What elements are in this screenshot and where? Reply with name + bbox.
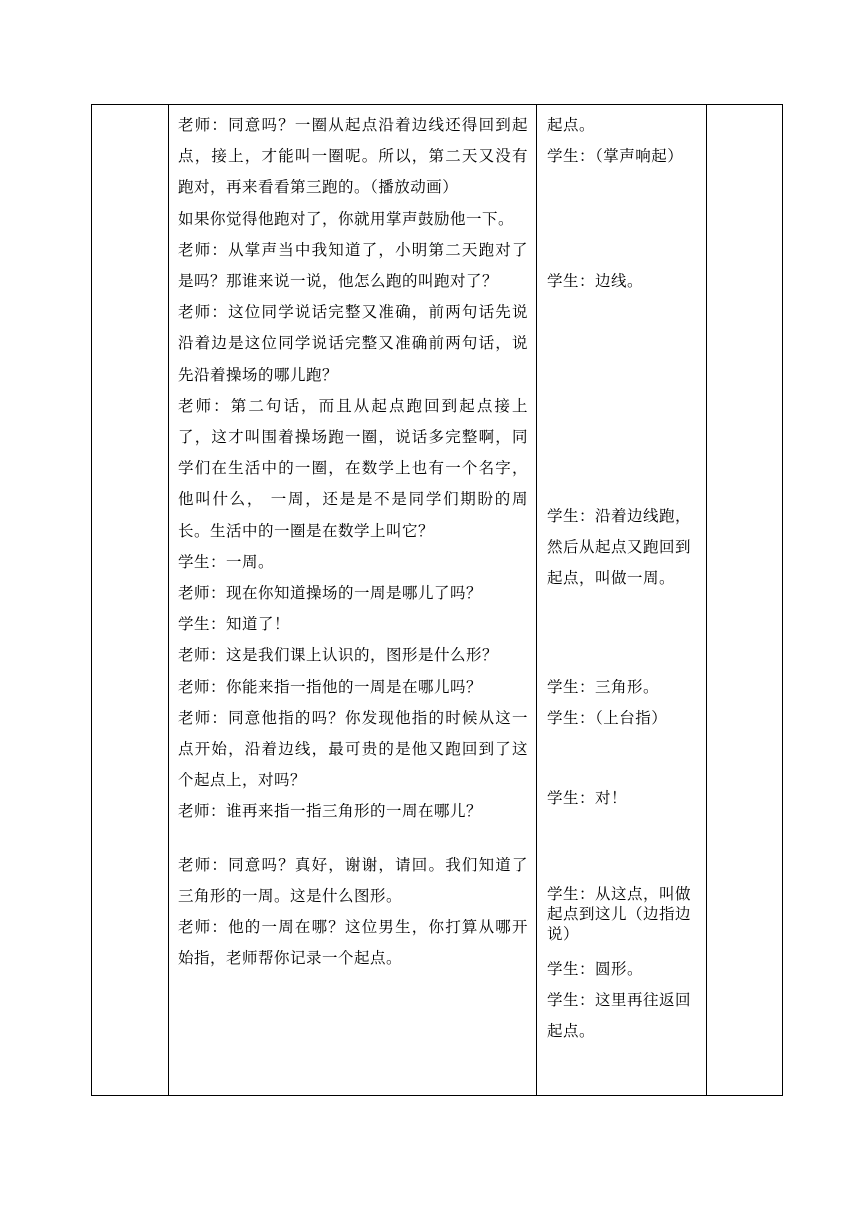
dialogue-line: 学生：一周。 [178,552,275,571]
student-response: 学生：从这点，叫做起点到这儿（边指边说） [547,885,692,943]
dialogue-line: 如果你觉得他跑对了，你就用掌声鼓励他一下。 [178,209,515,228]
column-divider-1 [168,105,169,1095]
dialogue-line: 老师：从掌声当中我知道了，小明第二天跑对了是吗？那谁来说一说，他怎么跑的叫跑对了？ [178,240,528,291]
student-response: 学生：沿着边线跑，然后从起点又跑回到起点，叫做一周。 [547,507,692,588]
student-response: 学生：这里再往返回起点。 [547,991,692,1041]
dialogue-line: 老师：这是我们课上认识的，图形是什么形？ [178,646,499,665]
student-response: 学生：（掌声响起） [547,147,684,165]
lesson-table [91,104,783,1096]
dialogue-line: 老师：你能来指一指他的一周是在哪儿吗？ [178,677,483,696]
column-divider-3 [706,105,707,1095]
dialogue-line: 老师：他的一周在哪？这位男生，你打算从哪开始指，老师帮你记录一个起点。 [178,918,528,968]
dialogue-line: 老师：同意他指的吗？你发现他指的时候从这一点开始，沿着边线，最可贵的是他又跑回到了这个起点上，对吗？ [178,708,528,790]
teacher-dialogue-column [178,110,528,974]
student-response: 学生：圆形。 [547,960,644,978]
dialogue-line: 老师：现在你知道操场的一周是哪儿了吗？ [178,584,483,603]
dialogue-line: 老师：同意吗？真好，谢谢，请回。我们知道了三角形的一周。这是什么图形。 [178,855,528,905]
student-response: 学生：对！ [547,789,628,807]
student-response: 学生：（上台指） [547,709,668,727]
student-response: 学生：边线。 [547,272,644,290]
student-response: 学生：三角形。 [547,678,660,696]
column-divider-2 [536,105,537,1095]
student-response: 起点。 [547,116,596,134]
dialogue-line: 老师：谁再来指一指三角形的一周在哪儿？ [178,802,483,821]
dialogue-line: 老师：第二句话，而且从起点跑回到起点接上了，这才叫围着操场跑一圈，说话多完整啊，同学们在生活中的一圈，在数学上也有一个名字，他叫什么， 一周，还是是不是同学们期盼的周长。生活中的一圈是在数学上叫它？ [178,396,528,540]
dialogue-line: 学生：知道了！ [178,615,291,634]
dialogue-line: 老师：同意吗？一圈从起点沿着边线还得回到起点，接上，才能叫一圈呢。所以，第二天又没有跑对，再来看看第三跑的。（播放动画） [178,116,528,197]
dialogue-line: 老师：这位同学说话完整又准确，前两句话先说沿着边是这位同学说话完整又准确前两句话，说先沿着操场的哪儿跑？ [178,303,528,384]
